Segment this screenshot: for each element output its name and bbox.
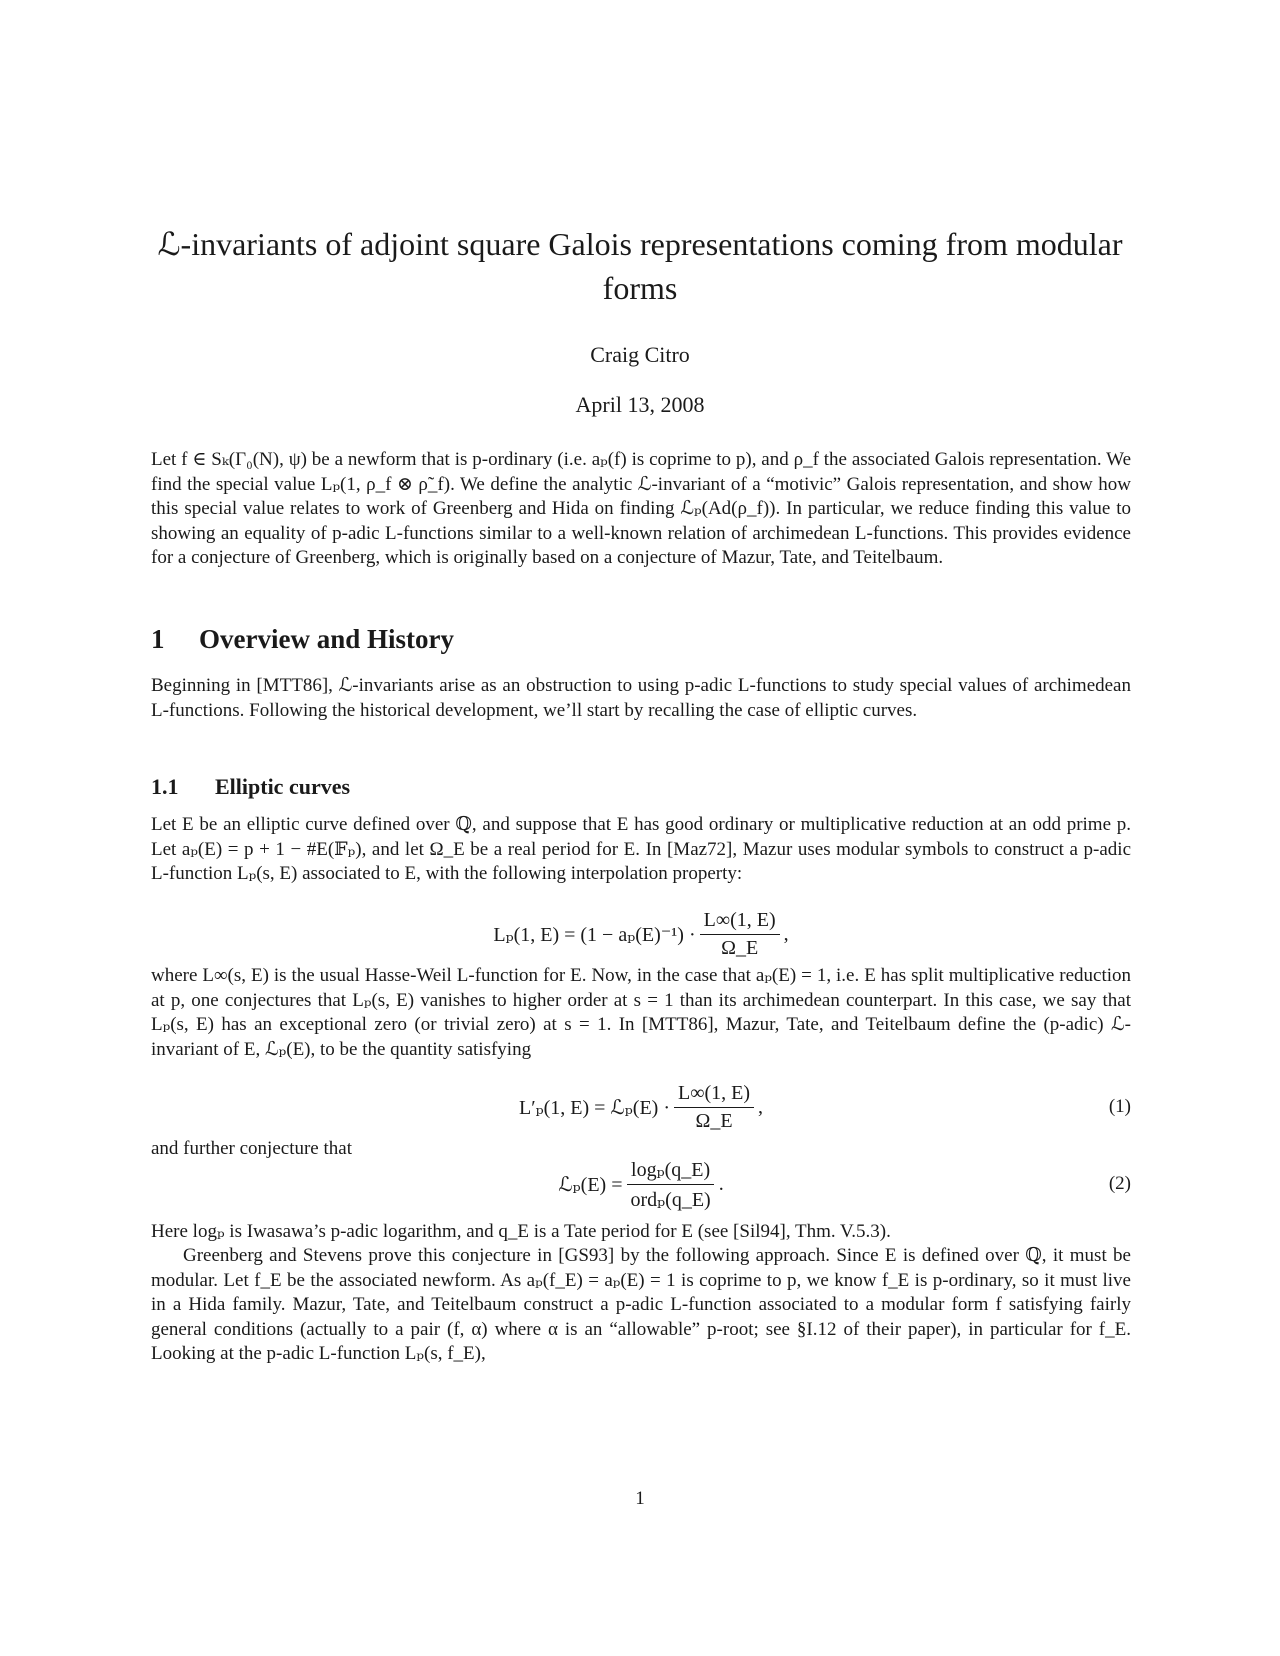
equation-lhs: L′ₚ(1, E) = ℒₚ(E) ·: [518, 1096, 670, 1119]
section-1-heading: [151, 624, 454, 655]
paragraph-greenberg-stevens: Greenberg and Stevens prove this conjecture in [GS93] by the following approach. Since E is defined over ℚ, it must be modular. Let f_E be the associated newform. As aₚ(f_E) = aₚ(E) = 1 is coprime to p, we know f_E is p-ordinary, so it must live in a Hida family. Mazur, Tate, and Teitelbaum construct a p-adic L-function associated to a modular form f satisfying fairly general conditions (actually to a pair (f, α) where α is an “allowable” p-root; see §I.12 of their paper), in particular for f_E. Looking at the p-adic L-function Lₚ(s, f_E),: [151, 1245, 1131, 1365]
subsection-title: Elliptic curves: [215, 774, 351, 799]
fraction: [700, 909, 780, 960]
equation-interpolation: [151, 902, 1131, 966]
subsection-number: 1.1: [151, 774, 179, 799]
equation-number: (1): [1108, 1096, 1131, 1117]
equation-tail: .: [718, 1172, 724, 1195]
paper-date: April 13, 2008: [575, 392, 705, 417]
paragraph-elliptic-setup: Let E be an elliptic curve defined over ℚ, and suppose that E has good ordinary or multiplicative reduction at an odd prime p. Let aₚ(E) = p + 1 − #E(𝔽ₚ), and let Ω_E be a real period for E. In [Maz72], Mazur uses modular symbols to construct a p-adic L-function Lₚ(s, E) associated to E, with the following interpolation property:: [151, 814, 1131, 885]
fraction-numerator: logₚ(q_E): [627, 1157, 714, 1185]
section-title: Overview and History: [199, 624, 454, 654]
page-number: 1: [635, 1488, 645, 1509]
fraction-numerator: L∞(1, E): [700, 909, 780, 935]
section-1-intro: Beginning in [MTT86], ℒ-invariants arise as an obstruction to using p-adic L-functions to study special values of archimedean L-functions. Following the historical development, we’ll start by recalling the case of elliptic curves.: [151, 675, 1131, 721]
equation-1: [151, 1075, 1131, 1139]
paper-title: ℒ-invariants of adjoint square Galois representations coming from modular forms: [157, 226, 1123, 306]
equation-number: (2): [1108, 1173, 1131, 1194]
equation-lhs: ℒₚ(E) =: [558, 1173, 623, 1196]
paragraph-exceptional-zero: where L∞(s, E) is the usual Hasse-Weil L-function for E. Now, in the case that aₚ(E) = 1, i.e. E has split multiplicative reduction at p, one conjectures that Lₚ(s, E) vanishes to higher order at s = 1 than its archimedean counterpart. In this case, we say that Lₚ(s, E) has an exceptional zero (or trivial zero) at s = 1. In [MTT86], Mazur, Tate, and Teitelbaum define the (p-adic) ℒ-invariant of E, ℒₚ(E), to be the quantity satisfying: [151, 965, 1131, 1060]
abstract: Let f ∈ Sₖ(Γ₀(N), ψ) be a newform that is p-ordinary (i.e. aₚ(f) is coprime to p), and ρ_f the associated Galois representation. We find the special value Lₚ(1, ρ_f ⊗ ρ̃_f). We define the analytic ℒ-invariant of a “motivic” Galois representation, and show how this special value relates to work of Greenberg and Hida on finding ℒₚ(Ad(ρ_f)). In particular, we reduce finding this value to showing an equality of p-adic L-functions similar to a well-known relation of archimedean L-functions. This provides evidence for a conjecture of Greenberg, which is originally based on a conjecture of Mazur, Tate, and Teitelbaum.: [151, 449, 1131, 569]
equation-tail: ,: [758, 1095, 764, 1118]
paragraph-tate-period: Here logₚ is Iwasawa’s p-adic logarithm, and q_E is a Tate period for E (see [Sil94], Thm. V.5.3).: [151, 1221, 891, 1242]
fraction-denominator: ordₚ(q_E): [630, 1188, 711, 1211]
equation-2: [151, 1152, 1131, 1216]
equation-tail: ,: [783, 922, 789, 945]
paragraph-further-conjecture: and further conjecture that: [151, 1138, 352, 1159]
author-name: Craig Citro: [590, 342, 690, 367]
fraction-denominator: Ω_E: [695, 1109, 733, 1132]
subsection-1-1-heading: [151, 774, 350, 800]
fraction: [674, 1082, 754, 1133]
section-number: 1: [151, 624, 165, 654]
fraction-denominator: Ω_E: [721, 936, 759, 959]
fraction: [627, 1157, 715, 1212]
equation-lhs: Lₚ(1, E) = (1 − aₚ(E)⁻¹) ·: [493, 923, 696, 946]
fraction-numerator: L∞(1, E): [674, 1082, 754, 1108]
